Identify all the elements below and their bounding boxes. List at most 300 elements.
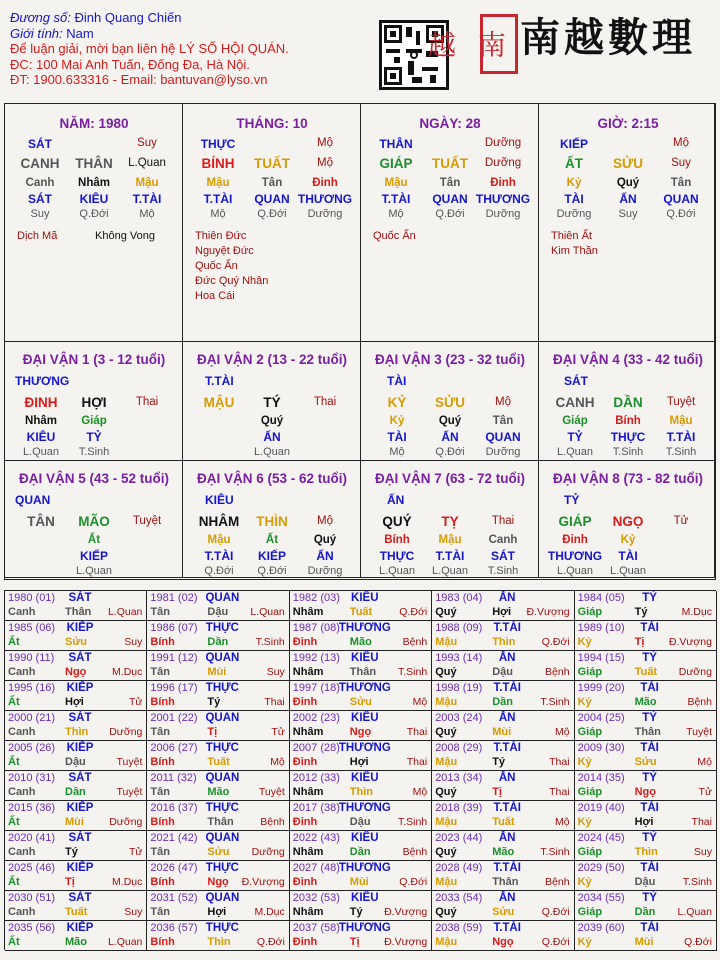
ten-god-star: ẤN [441, 430, 459, 444]
year-cell [575, 651, 717, 681]
year-star: THỰC [205, 862, 239, 874]
year-star: TÀI [640, 742, 659, 754]
year-stage: Dưỡng [251, 846, 285, 858]
ten-god-star: T.TÀI [435, 549, 465, 563]
dai-van-chi: MÃO [78, 514, 110, 529]
year-branch: Thân [492, 876, 519, 888]
year-stage: Bệnh [545, 666, 570, 678]
year-star: KIÊU [351, 712, 379, 724]
year-branch: Ngọ [492, 936, 514, 948]
year-branch: Tý [65, 846, 78, 858]
year-stem: Nhâm [292, 786, 324, 798]
life-stage: Dưỡng [307, 208, 343, 220]
year-branch: Sửu [207, 846, 230, 858]
year-stem: Bính [150, 936, 175, 948]
ten-god-star: THỰC [379, 549, 415, 563]
year-cell [575, 681, 717, 711]
ten-god-star: TÀI [564, 192, 584, 206]
year-label: 2017 (38) [292, 802, 340, 814]
year-stem: Ất [8, 756, 20, 768]
year-star: THƯƠNG [338, 862, 391, 874]
dai-van-chi: HỢI [81, 395, 107, 410]
ten-god-star: ẤN [316, 549, 334, 563]
year-branch: Tuất [492, 816, 515, 828]
year-label: 2018 (39) [435, 802, 483, 814]
year-stem: Canh [8, 726, 36, 738]
year-branch: Ngọ [207, 876, 229, 888]
year-branch: Ngọ [634, 786, 656, 798]
year-stem: Bính [150, 696, 175, 708]
year-stem: Đinh [292, 636, 318, 648]
year-branch: Thìn [634, 846, 658, 858]
life-stage: L.Quan [556, 446, 594, 458]
year-stem: Đinh [292, 816, 318, 828]
year-stage: Thai [264, 696, 285, 708]
year-stage: Suy [266, 666, 285, 678]
year-cell [432, 681, 574, 711]
pillar-top-star: KIẾP [559, 137, 589, 151]
year-branch: Tị [349, 936, 360, 948]
dai-van-star: THƯƠNG [15, 374, 70, 388]
hidden-stem: Kỷ [620, 534, 636, 546]
year-branch: Tuất [65, 906, 88, 918]
year-stem: Quý [435, 606, 457, 618]
year-stage: Đ.Vượng [668, 636, 712, 648]
year-branch: Tị [207, 726, 218, 738]
year-branch: Hợi [349, 756, 369, 768]
year-star: SÁT [68, 712, 92, 724]
dai-van-1 [5, 342, 183, 461]
ten-god-star: THƯƠNG [547, 549, 603, 563]
year-stage: Dưỡng [109, 816, 143, 828]
hidden-stem: Tân [670, 177, 692, 189]
year-branch: Mão [349, 636, 372, 648]
year-label: 2037 (58) [292, 922, 340, 934]
year-star: ẤN [498, 892, 516, 904]
year-branch: Sửu [349, 696, 372, 708]
pillar-chi-state: L.Quan [128, 157, 166, 169]
dai-van-title: ĐẠI VẬN 2 (13 - 22 tuổi) [196, 352, 348, 367]
year-stem: Giáp [577, 906, 603, 918]
year-star: TÀI [640, 862, 659, 874]
year-branch: Thìn [349, 786, 374, 798]
hidden-stem: Mậu [207, 534, 231, 546]
year-stem: Canh [8, 846, 36, 858]
year-label: 2024 (45) [577, 832, 625, 844]
dai-van-state: Tuyệt [132, 515, 162, 527]
year-stage: Q.Đới [256, 936, 285, 948]
year-cell [5, 861, 147, 891]
life-stage: Mộ [139, 208, 155, 220]
year-star: KIẾP [66, 802, 94, 814]
pillar-top-star: THÂN [379, 137, 413, 151]
dai-van-can: KỶ [387, 395, 407, 410]
year-label: 2022 (43) [292, 832, 340, 844]
dai-van-title: ĐẠI VẬN 8 (73 - 82 tuổi) [552, 471, 704, 486]
life-stage: T.Sinh [612, 446, 644, 458]
year-branch: Mùi [492, 726, 512, 738]
hidden-stem: Canh [488, 534, 518, 546]
pillar-title: NGÀY: 28 [419, 116, 481, 131]
year-label: 1986 (07) [150, 622, 198, 634]
year-label: 2002 (23) [292, 712, 340, 724]
year-stem: Mậu [435, 876, 458, 888]
year-cell [5, 621, 147, 651]
year-label: 1984 (05) [577, 592, 625, 604]
year-stage: Tuyệt [686, 726, 712, 738]
ten-god-star: QUAN [663, 192, 699, 206]
year-star: KIÊU [351, 892, 379, 904]
year-stage: Q.Đới [399, 876, 428, 888]
year-stem: Canh [8, 666, 36, 678]
year-star: QUAN [205, 592, 240, 604]
year-label: 1989 (10) [577, 622, 625, 634]
life-stage: Suy [618, 208, 638, 220]
year-star: T.TÀI [493, 622, 521, 634]
year-star: THƯƠNG [338, 622, 391, 634]
dai-van-star: KIÊU [205, 493, 234, 507]
year-star: T.TÀI [493, 802, 521, 814]
year-branch: Hợi [207, 906, 227, 918]
year-cell [575, 621, 717, 651]
year-stage: M.Dục [254, 906, 285, 918]
year-star: KIẾP [66, 742, 94, 754]
year-cell [575, 711, 717, 741]
hidden-stem: Đinh [562, 534, 588, 546]
year-stage: T.Sinh [540, 846, 570, 858]
pillar-chi: TUẤT [432, 156, 468, 171]
year-star: T.TÀI [493, 682, 521, 694]
year-cell [147, 831, 289, 861]
year-label: 2027 (48) [292, 862, 340, 874]
year-stage: Đ.Vượng [384, 936, 428, 948]
year-stem: Bính [150, 636, 175, 648]
life-stage: L.Quan [431, 565, 469, 577]
year-branch: Sửu [492, 906, 515, 918]
year-stage: Tử [271, 726, 285, 738]
year-cell [575, 891, 717, 921]
year-cell [147, 681, 289, 711]
hidden-stem: Nhâm [25, 415, 57, 427]
year-stage: Bệnh [402, 846, 428, 858]
year-branch: Thân [634, 726, 661, 738]
year-star: THỰC [205, 622, 239, 634]
year-label: 2001 (22) [150, 712, 198, 724]
year-branch: Dần [207, 636, 229, 648]
name-line: Đương số: Đinh Quang Chiến [10, 10, 182, 25]
year-stage: T.Sinh [540, 696, 570, 708]
yearly-table [4, 590, 716, 950]
year-label: 2023 (44) [435, 832, 483, 844]
year-star: KIẾP [66, 682, 94, 694]
year-cell [290, 741, 432, 771]
year-branch: Thìn [207, 936, 231, 948]
dai-van-star: T.TÀI [205, 374, 234, 388]
pillar-top-state: Mộ [317, 137, 333, 149]
pillar-chi: SỬU [613, 156, 643, 171]
year-cell [290, 591, 432, 621]
year-star: ẤN [498, 832, 516, 844]
year-label: 2008 (29) [435, 742, 483, 754]
year-stem: Mậu [435, 756, 458, 768]
year-cell [290, 861, 432, 891]
year-stage: Thai [549, 786, 570, 798]
subject-name: Đinh Quang Chiến [74, 10, 182, 25]
dai-van-title: ĐẠI VẬN 7 (63 - 72 tuổi) [374, 471, 526, 486]
year-cell [432, 921, 574, 951]
year-stem: Tân [150, 666, 170, 678]
year-cell [432, 831, 574, 861]
year-star: TÀI [640, 802, 659, 814]
year-cell [432, 711, 574, 741]
hidden-stem: Mậu [206, 177, 230, 189]
year-stage: L.Quan [107, 606, 143, 618]
pillar-top-state: Mộ [673, 137, 689, 149]
dai-van-2 [183, 342, 361, 461]
year-stem: Bính [150, 756, 175, 768]
year-branch: Dần [349, 846, 371, 858]
pillar-title: THÁNG: 10 [236, 116, 308, 131]
year-label: 2006 (27) [150, 742, 198, 754]
year-star: QUAN [205, 772, 240, 784]
year-star: KIẾP [66, 622, 94, 634]
year-label: 2026 (47) [150, 862, 198, 874]
ten-god-star: T.TÀI [132, 192, 162, 206]
dai-van-4 [539, 342, 715, 461]
year-branch: Mão [207, 786, 230, 798]
pillar-3 [361, 104, 539, 342]
year-stage: Tử [698, 786, 712, 798]
year-star: T.TÀI [493, 862, 521, 874]
year-stem: Bính [150, 816, 175, 828]
year-cell [5, 651, 147, 681]
pillar-can: ẤT [565, 156, 583, 171]
year-star: SÁT [68, 592, 92, 604]
hidden-stem: Mậu [384, 177, 408, 189]
year-stage: Mộ [554, 816, 570, 828]
year-stage: L.Quan [677, 906, 712, 918]
year-stem: Giáp [577, 606, 603, 618]
year-cell [575, 771, 717, 801]
year-label: 1994 (15) [577, 652, 625, 664]
year-star: KIÊU [351, 592, 379, 604]
ten-god-star: TÀI [618, 549, 638, 563]
year-star: KIẾP [66, 862, 94, 874]
hidden-stem: Bính [615, 415, 641, 427]
ten-god-star: THƯƠNG [297, 192, 353, 206]
year-star: THỰC [205, 742, 239, 754]
year-cell [147, 591, 289, 621]
year-branch: Mùi [207, 666, 227, 678]
year-branch: Mùi [349, 876, 369, 888]
year-cell [5, 771, 147, 801]
year-stem: Đinh [292, 876, 318, 888]
dai-van-star: TÀI [387, 374, 407, 388]
year-star: THỰC [205, 682, 239, 694]
pillar-note: Hoa Cái [195, 290, 235, 302]
ten-god-star: QUAN [432, 192, 468, 206]
hidden-stem: Đinh [490, 177, 516, 189]
life-stage: Q.Đới [435, 208, 465, 220]
year-star: TÀI [640, 682, 659, 694]
pillar-can: CANH [20, 156, 60, 171]
year-branch: Dần [65, 786, 86, 798]
life-stage: L.Quan [22, 446, 60, 458]
hidden-stem: Giáp [562, 415, 588, 427]
year-branch: Thân [65, 606, 92, 618]
year-stem: Kỷ [577, 696, 592, 708]
year-label: 1981 (02) [150, 592, 198, 604]
ten-god-star: QUAN [485, 430, 521, 444]
year-star: TÀI [640, 922, 659, 934]
year-label: 2004 (25) [577, 712, 625, 724]
year-label: 1992 (13) [292, 652, 340, 664]
year-stem: Kỷ [577, 876, 592, 888]
year-label: 1987 (08) [292, 622, 340, 634]
year-stem: Kỷ [577, 636, 592, 648]
year-stem: Canh [8, 606, 36, 618]
year-stem: Quý [435, 906, 457, 918]
year-cell [5, 711, 147, 741]
year-stem: Tân [150, 846, 170, 858]
hidden-stem: Quý [616, 177, 640, 189]
year-stem: Kỷ [577, 816, 592, 828]
year-branch: Mùi [634, 936, 654, 948]
dai-van-5 [5, 461, 183, 578]
dai-van-star: SÁT [564, 374, 588, 388]
year-stem: Tân [150, 606, 170, 618]
year-stem: Kỷ [577, 756, 592, 768]
pillar-title: NĂM: 1980 [59, 116, 129, 131]
year-label: 2007 (28) [292, 742, 340, 754]
year-star: SÁT [68, 832, 92, 844]
year-branch: Thìn [65, 726, 89, 738]
year-stem: Mậu [435, 816, 458, 828]
year-branch: Ngọ [65, 666, 87, 678]
year-branch: Thân [349, 666, 377, 678]
year-label: 2019 (40) [577, 802, 625, 814]
year-branch: Mão [634, 696, 657, 708]
pillar-2 [183, 104, 361, 342]
year-label: 2011 (32) [150, 772, 197, 784]
life-stage: Dưỡng [485, 208, 521, 220]
year-label: 2039 (60) [577, 922, 625, 934]
year-label: 2000 (21) [8, 712, 56, 724]
ten-god-star: T.TÀI [203, 192, 233, 206]
year-label: 1998 (19) [435, 682, 483, 694]
year-label: 2016 (37) [150, 802, 198, 814]
year-cell [5, 741, 147, 771]
ten-god-star: T.TÀI [381, 192, 411, 206]
life-stage: Dưỡng [307, 565, 343, 577]
ten-god-star: KIÊU [79, 192, 109, 206]
year-stem: Ất [8, 816, 20, 828]
year-star: KIÊU [351, 772, 379, 784]
chart-grid [4, 103, 716, 580]
hidden-stem: Tân [439, 177, 461, 189]
year-branch: Tuất [634, 666, 657, 678]
life-stage: Q.Đới [79, 208, 109, 220]
year-label: 1983 (04) [435, 592, 483, 604]
year-stem: Mậu [435, 636, 458, 648]
year-label: 2015 (36) [8, 802, 56, 814]
year-stem: Ất [8, 936, 20, 948]
ten-god-star: T.TÀI [666, 430, 696, 444]
year-label: 2020 (41) [8, 832, 56, 844]
year-star: T.TÀI [493, 922, 521, 934]
year-cell [5, 591, 147, 621]
year-cell [147, 891, 289, 921]
year-star: TỶ [642, 892, 657, 904]
year-star: THỰC [205, 802, 239, 814]
dai-van-state: Tử [673, 515, 689, 527]
year-branch: Tị [65, 876, 75, 888]
year-label: 2012 (33) [292, 772, 340, 784]
year-cell [147, 921, 289, 951]
year-star: TÀI [640, 622, 659, 634]
year-cell [575, 801, 717, 831]
year-branch: Dậu [634, 876, 656, 888]
year-branch: Dần [492, 696, 513, 708]
ten-god-star: KIÊU [26, 430, 56, 444]
year-cell [5, 801, 147, 831]
year-star: QUAN [205, 832, 240, 844]
life-stage: Dưỡng [556, 208, 592, 220]
year-stem: Giáp [577, 786, 603, 798]
year-stage: Q.Đới [541, 936, 570, 948]
pillar-can: GIÁP [379, 156, 413, 171]
year-stage: Suy [124, 906, 143, 918]
year-label: 2032 (53) [292, 892, 340, 904]
year-star: THƯƠNG [338, 802, 391, 814]
year-cell [575, 831, 717, 861]
year-star: QUAN [205, 652, 240, 664]
year-label: 2005 (26) [8, 742, 56, 754]
life-stage: Q.Đới [435, 446, 465, 458]
dai-van-title: ĐẠI VẬN 4 (33 - 42 tuổi) [552, 352, 704, 367]
red-seal-logo: 南越 [480, 14, 518, 74]
year-branch: Mùi [65, 816, 84, 828]
year-label: 2025 (46) [8, 862, 56, 874]
year-label: 1982 (03) [292, 592, 340, 604]
year-stage: Đ.Vượng [241, 876, 285, 888]
year-stage: T.Sinh [398, 816, 428, 828]
year-stem: Quý [435, 846, 457, 858]
ten-god-star: KIẾP [257, 549, 287, 563]
year-cell [290, 891, 432, 921]
year-stem: Giáp [577, 726, 603, 738]
year-stage: Mộ [270, 756, 285, 768]
year-stem: Nhâm [292, 726, 324, 738]
ten-god-star: SÁT [28, 192, 52, 206]
dai-van-state: Thai [313, 396, 337, 408]
year-branch: Tị [634, 636, 645, 648]
year-label: 1980 (01) [8, 592, 56, 604]
year-stem: Giáp [577, 666, 603, 678]
year-cell [575, 921, 717, 951]
dai-van-state: Tuyệt [666, 396, 696, 408]
year-stage: Bệnh [402, 636, 428, 648]
year-label: 1993 (14) [435, 652, 483, 664]
year-stage: Đ.Vượng [526, 606, 570, 618]
year-star: T.TÀI [493, 742, 521, 754]
pillar-note: Dịch Mã [17, 230, 58, 242]
year-stem: Đinh [292, 756, 318, 768]
year-stage: L.Quan [107, 936, 143, 948]
year-stage: Tử [128, 846, 143, 858]
gender-line: Giới tính: Nam [10, 25, 94, 41]
year-branch: Tuất [349, 606, 373, 618]
